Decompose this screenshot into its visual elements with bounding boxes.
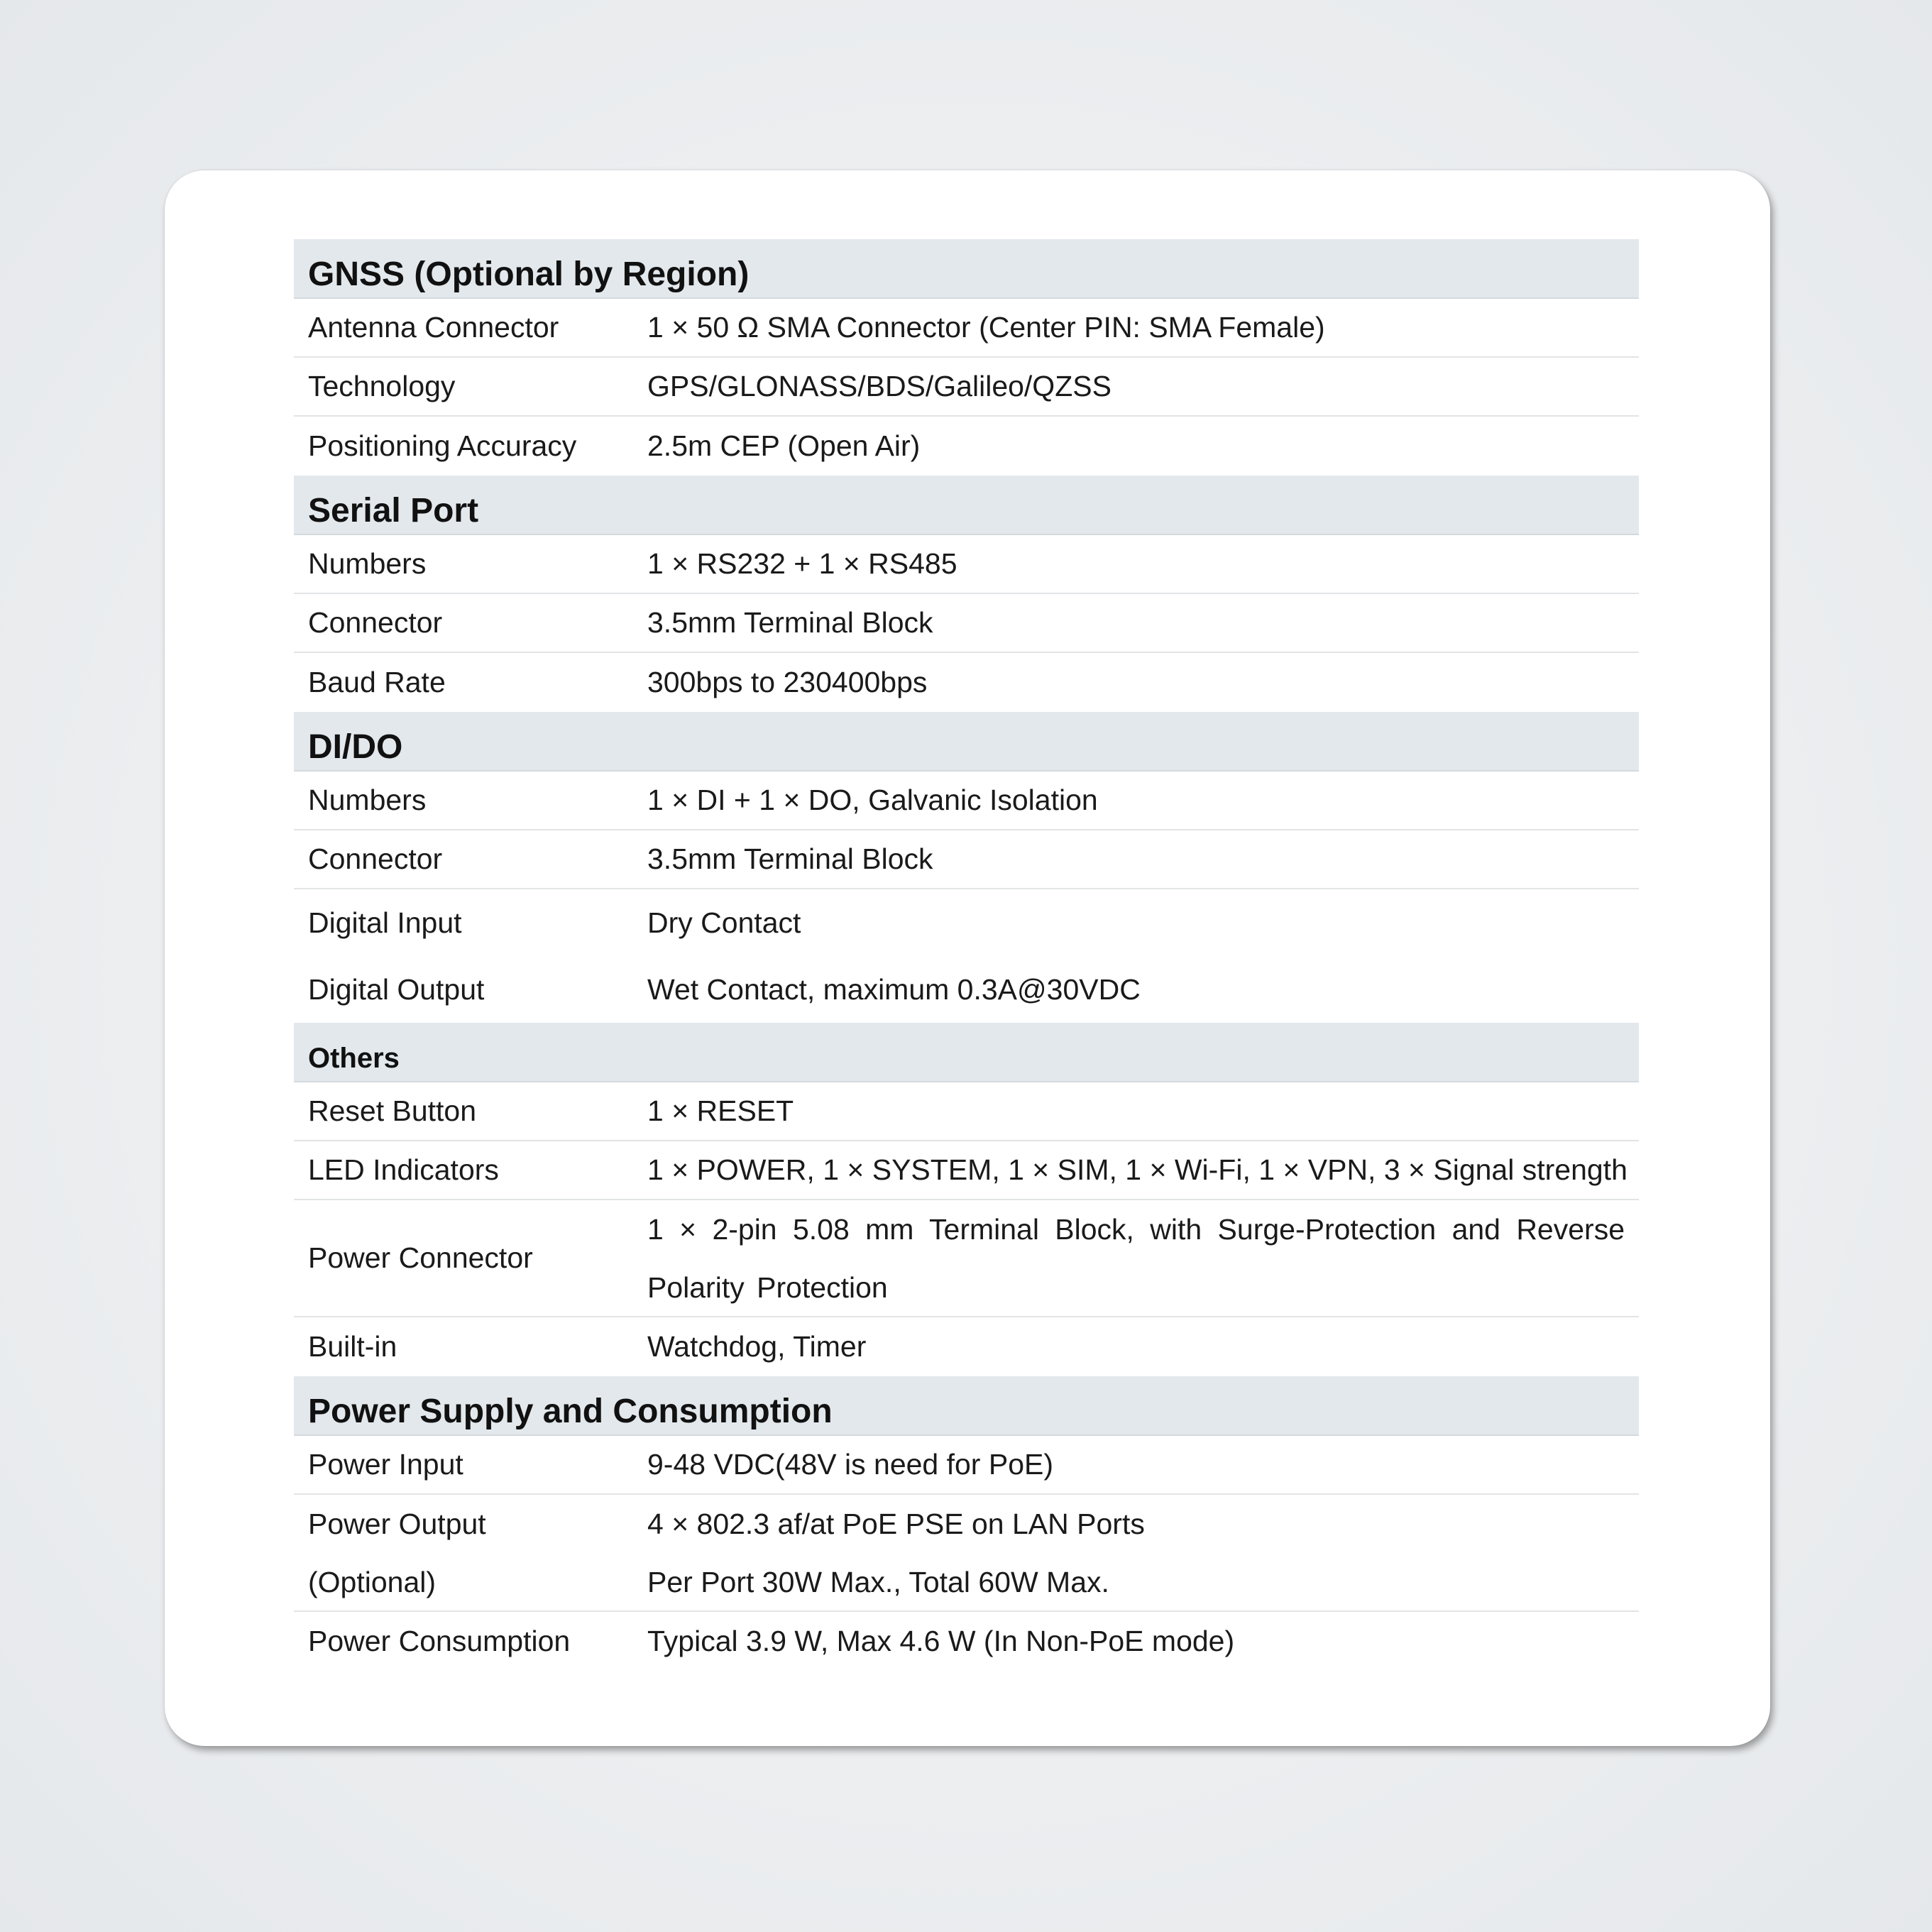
spec-label: Connector (308, 842, 443, 875)
spec-row-built-in (294, 1317, 1639, 1376)
section-header-others: Others (294, 1023, 1639, 1082)
section-header-serial-port: Serial Port (294, 476, 1639, 535)
spec-row-digital-output (294, 956, 1639, 1023)
spec-table (294, 239, 1639, 1671)
spec-value-line: 4 × 802.3 af/at PoE PSE on LAN Ports (647, 1507, 1145, 1540)
spec-row-power-connector (294, 1200, 1639, 1317)
spec-row-positioning-accuracy (294, 417, 1639, 476)
spec-row-antenna-connector (294, 299, 1639, 358)
spec-value: 2.5m CEP (Open Air) (647, 429, 921, 462)
spec-value: 3.5mm Terminal Block (647, 842, 933, 875)
spec-label: Numbers (308, 547, 427, 580)
spec-value: GPS/GLONASS/BDS/Galileo/QZSS (647, 370, 1112, 402)
spec-row-power-consumption (294, 1612, 1639, 1671)
spec-label: Digital Input (308, 906, 462, 939)
spec-value: Wet Contact, maximum 0.3A@30VDC (647, 972, 1141, 1006)
spec-label: Baud Rate (308, 666, 446, 698)
spec-value: 1 × RESET (647, 1094, 794, 1127)
spec-label: Positioning Accuracy (308, 429, 577, 462)
spec-value: 9-48 VDC(48V is need for PoE) (647, 1448, 1053, 1481)
spec-label: Connector (308, 606, 443, 639)
spec-value: Typical 3.9 W, Max 4.6 W (In Non-PoE mode) (647, 1625, 1235, 1657)
spec-label: Numbers (308, 784, 427, 816)
section-header-di-do: DI/DO (294, 712, 1639, 772)
spec-row-power-input (294, 1436, 1639, 1495)
spec-value: 300bps to 230400bps (647, 666, 928, 698)
spec-label: Power Connector (308, 1241, 533, 1274)
spec-value: 1 × RS232 + 1 × RS485 (647, 547, 957, 580)
spec-row-serial-numbers (294, 535, 1639, 594)
spec-value (647, 1495, 1639, 1611)
spec-label-line: Power Output (308, 1507, 486, 1540)
spec-value: 1 × POWER, 1 × SYSTEM, 1 × SIM, 1 × Wi-Fi, 1 × VPN, 3 × Signal strength (647, 1153, 1628, 1186)
spec-value-line: Per Port 30W Max., Total 60W Max. (647, 1565, 1109, 1598)
spec-label: Antenna Connector (308, 311, 559, 344)
spec-label: Power Consumption (308, 1625, 571, 1657)
spec-value: Watchdog, Timer (647, 1330, 867, 1363)
spec-label (294, 1495, 647, 1611)
spec-card (165, 170, 1770, 1746)
section-header-power-supply: Power Supply and Consumption (294, 1376, 1639, 1436)
spec-label: Technology (308, 370, 456, 402)
spec-row-technology (294, 358, 1639, 417)
spec-label-line: (Optional) (308, 1565, 437, 1598)
spec-label: Digital Output (308, 972, 485, 1006)
spec-value: 1 × DI + 1 × DO, Galvanic Isolation (647, 784, 1098, 816)
spec-row-serial-connector (294, 594, 1639, 653)
section-header-gnss: GNSS (Optional by Region) (294, 239, 1639, 299)
spec-label: Power Input (308, 1448, 463, 1481)
spec-label: Reset Button (308, 1094, 477, 1127)
spec-value: 3.5mm Terminal Block (647, 606, 933, 639)
spec-value: 1 × 2-pin 5.08 mm Terminal Block, with Surge-Protection and Reverse Polarity Protection (647, 1212, 1625, 1304)
spec-row-digital-input (294, 889, 1639, 956)
spec-value: Dry Contact (647, 906, 801, 939)
spec-row-power-output (294, 1495, 1639, 1612)
spec-value: 1 × 50 Ω SMA Connector (Center PIN: SMA Female) (647, 311, 1325, 344)
spec-row-dido-numbers (294, 772, 1639, 830)
spec-label: Built-in (308, 1330, 397, 1363)
spec-row-reset-button (294, 1082, 1639, 1141)
spec-row-baud-rate (294, 653, 1639, 712)
spec-label: LED Indicators (308, 1153, 499, 1186)
spec-row-dido-connector (294, 830, 1639, 889)
spec-row-led-indicators (294, 1141, 1639, 1200)
